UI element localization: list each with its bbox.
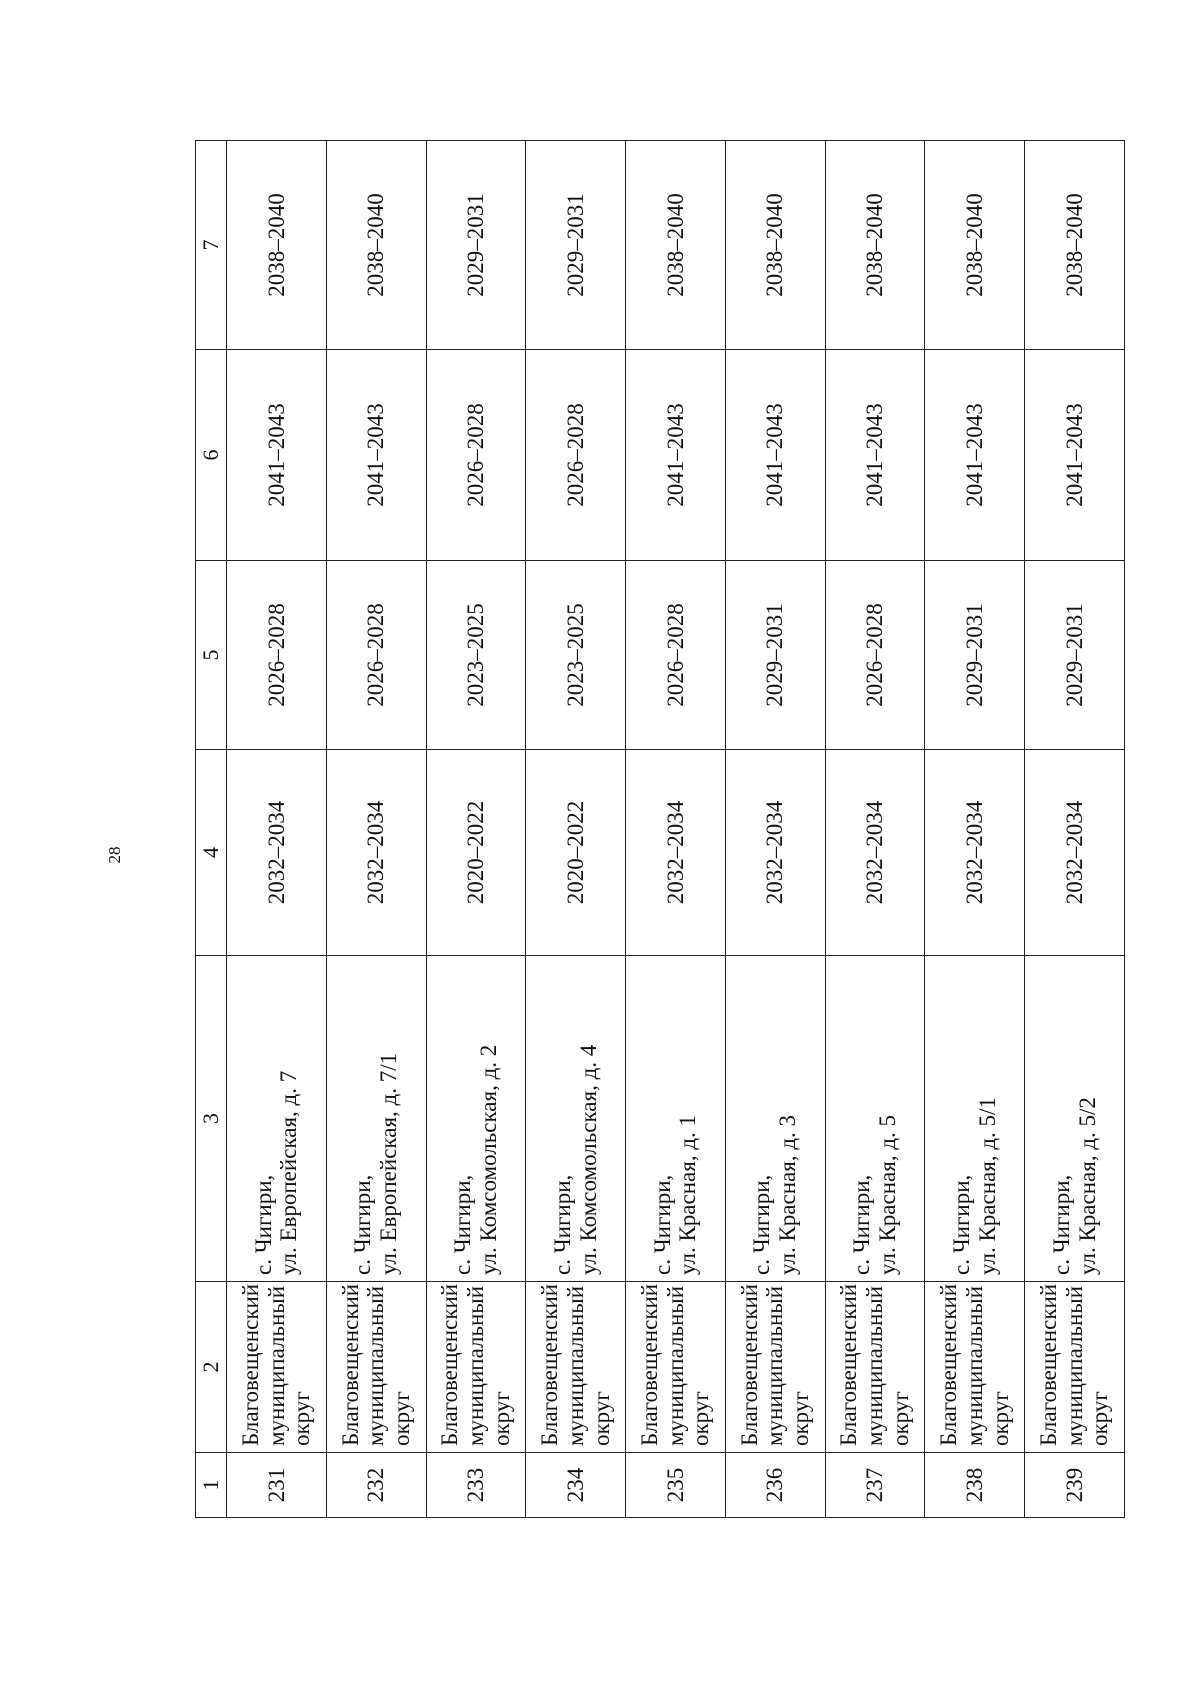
table-row	[1025, 141, 1125, 1518]
district-cell-line: Благовещенский	[636, 1283, 662, 1446]
district-cell	[526, 1282, 626, 1453]
header-cell-6: 6	[196, 350, 227, 561]
address-cell-line: с. Чигири,	[849, 1174, 875, 1275]
period-col-4: 2032–2034	[227, 750, 327, 956]
header-cell-1: 1	[196, 1453, 227, 1518]
row-number: 232	[326, 1453, 426, 1518]
period-col-7: 2038–2040	[925, 141, 1025, 350]
period-col-7: 2038–2040	[326, 141, 426, 350]
district-cell-line: муниципальный	[562, 1285, 588, 1446]
table-row	[626, 141, 726, 1518]
address-cell-line: с. Чигири,	[350, 1174, 376, 1275]
header-row	[196, 141, 227, 1518]
row-number: 231	[227, 1453, 327, 1518]
district-cell-line: округ	[688, 1391, 714, 1446]
address-cell-line: ул. Комсомольская, д. 2	[475, 1044, 501, 1275]
district-cell-line: округ	[887, 1391, 913, 1446]
row-number: 238	[925, 1453, 1025, 1518]
period-col-6: 2041–2043	[326, 350, 426, 561]
row-number: 239	[1025, 1453, 1125, 1518]
period-col-6: 2026–2028	[426, 350, 526, 561]
period-col-6: 2026–2028	[526, 350, 626, 561]
period-col-5: 2029–2031	[725, 561, 825, 750]
district-cell-line: округ	[488, 1391, 514, 1446]
table-row	[426, 141, 526, 1518]
address-cell-line: с. Чигири,	[749, 1174, 775, 1275]
district-cell-line: Благовещенский	[836, 1283, 862, 1446]
period-col-7: 2038–2040	[227, 141, 327, 350]
period-col-5: 2023–2025	[426, 561, 526, 750]
period-col-6: 2041–2043	[227, 350, 327, 561]
district-cell-line: Благовещенский	[736, 1283, 762, 1446]
address-cell-line: ул. Красная, д. 5/2	[1074, 1097, 1100, 1275]
address-cell-line: ул. Красная, д. 3	[775, 1114, 801, 1275]
district-cell-line: муниципальный	[363, 1285, 389, 1446]
period-col-4: 2032–2034	[626, 750, 726, 956]
district-cell-line: Благовещенский	[1035, 1283, 1061, 1446]
header-cell-7: 7	[196, 141, 227, 350]
table-row	[326, 141, 426, 1518]
district-cell-line: Благовещенский	[537, 1283, 563, 1446]
period-col-4: 2032–2034	[925, 750, 1025, 956]
address-cell	[326, 956, 426, 1282]
period-col-4: 2020–2022	[526, 750, 626, 956]
district-cell-line: Благовещенский	[337, 1283, 363, 1446]
schedule-table-container	[195, 148, 1125, 1518]
address-cell	[725, 956, 825, 1282]
period-col-4: 2032–2034	[1025, 750, 1125, 956]
district-cell	[626, 1282, 726, 1453]
schedule-table	[195, 140, 1125, 1518]
district-cell-line: Благовещенский	[936, 1283, 962, 1446]
period-col-6: 2041–2043	[1025, 350, 1125, 561]
period-col-4: 2020–2022	[426, 750, 526, 956]
table-row	[925, 141, 1025, 1518]
period-col-5: 2029–2031	[925, 561, 1025, 750]
period-col-6: 2041–2043	[825, 350, 925, 561]
row-number: 236	[725, 1453, 825, 1518]
district-cell-line: муниципальный	[662, 1285, 688, 1446]
address-cell-line: ул. Красная, д. 5/1	[974, 1097, 1000, 1275]
period-col-6: 2041–2043	[925, 350, 1025, 561]
address-cell	[227, 956, 327, 1282]
period-col-5: 2026–2028	[626, 561, 726, 750]
table-row	[825, 141, 925, 1518]
address-cell	[526, 956, 626, 1282]
district-cell-line: Благовещенский	[237, 1283, 263, 1446]
header-cell-3: 3	[196, 956, 227, 1282]
district-cell-line: муниципальный	[762, 1285, 788, 1446]
district-cell-line: округ	[588, 1391, 614, 1446]
district-cell-line: округ	[389, 1391, 415, 1446]
address-cell-line: с. Чигири,	[549, 1174, 575, 1275]
header-cell-4: 4	[196, 750, 227, 956]
period-col-7: 2029–2031	[426, 141, 526, 350]
district-cell	[426, 1282, 526, 1453]
address-cell	[825, 956, 925, 1282]
period-col-6: 2041–2043	[725, 350, 825, 561]
district-cell	[1025, 1282, 1125, 1453]
period-col-4: 2032–2034	[825, 750, 925, 956]
district-cell-line: округ	[987, 1391, 1013, 1446]
header-cell-5: 5	[196, 561, 227, 750]
period-col-5: 2026–2028	[825, 561, 925, 750]
address-cell	[925, 956, 1025, 1282]
district-cell	[725, 1282, 825, 1453]
table-row	[725, 141, 825, 1518]
period-col-5: 2026–2028	[227, 561, 327, 750]
period-col-5: 2026–2028	[326, 561, 426, 750]
district-cell-line: Благовещенский	[437, 1283, 463, 1446]
district-cell-line: округ	[788, 1391, 814, 1446]
table-row	[526, 141, 626, 1518]
period-col-7: 2029–2031	[526, 141, 626, 350]
district-cell	[326, 1282, 426, 1453]
period-col-7: 2038–2040	[825, 141, 925, 350]
district-cell-line: муниципальный	[263, 1285, 289, 1446]
address-cell-line: с. Чигири,	[450, 1174, 476, 1275]
period-col-7: 2038–2040	[725, 141, 825, 350]
address-cell-line: ул. Красная, д. 5	[874, 1114, 900, 1275]
district-cell-line: округ	[1087, 1391, 1113, 1446]
address-cell-line: ул. Европейская, д. 7/1	[376, 1052, 402, 1275]
address-cell	[626, 956, 726, 1282]
period-col-7: 2038–2040	[626, 141, 726, 350]
district-cell-line: округ	[289, 1391, 315, 1446]
row-number: 237	[825, 1453, 925, 1518]
period-col-6: 2041–2043	[626, 350, 726, 561]
address-cell	[1025, 956, 1125, 1282]
district-cell	[825, 1282, 925, 1453]
header-cell-2: 2	[196, 1282, 227, 1453]
row-number: 235	[626, 1453, 726, 1518]
district-cell	[227, 1282, 327, 1453]
district-cell-line: муниципальный	[862, 1285, 888, 1446]
district-cell-line: муниципальный	[1061, 1285, 1087, 1446]
address-cell-line: с. Чигири,	[1048, 1174, 1074, 1275]
district-cell-line: муниципальный	[961, 1285, 987, 1446]
address-cell-line: с. Чигири,	[649, 1174, 675, 1275]
address-cell-line: ул. Красная, д. 1	[675, 1114, 701, 1275]
row-number: 234	[526, 1453, 626, 1518]
district-cell	[925, 1282, 1025, 1453]
page-number: 28	[105, 846, 124, 864]
row-number: 233	[426, 1453, 526, 1518]
district-cell-line: муниципальный	[463, 1285, 489, 1446]
address-cell	[426, 956, 526, 1282]
address-cell-line: ул. Комсомольская, д. 4	[575, 1044, 601, 1275]
period-col-5: 2023–2025	[526, 561, 626, 750]
period-col-4: 2032–2034	[326, 750, 426, 956]
period-col-4: 2032–2034	[725, 750, 825, 956]
address-cell-line: с. Чигири,	[948, 1174, 974, 1275]
address-cell-line: с. Чигири,	[250, 1174, 276, 1275]
table-row	[227, 141, 327, 1518]
address-cell-line: ул. Европейская, д. 7	[276, 1070, 302, 1275]
period-col-5: 2029–2031	[1025, 561, 1125, 750]
period-col-7: 2038–2040	[1025, 141, 1125, 350]
